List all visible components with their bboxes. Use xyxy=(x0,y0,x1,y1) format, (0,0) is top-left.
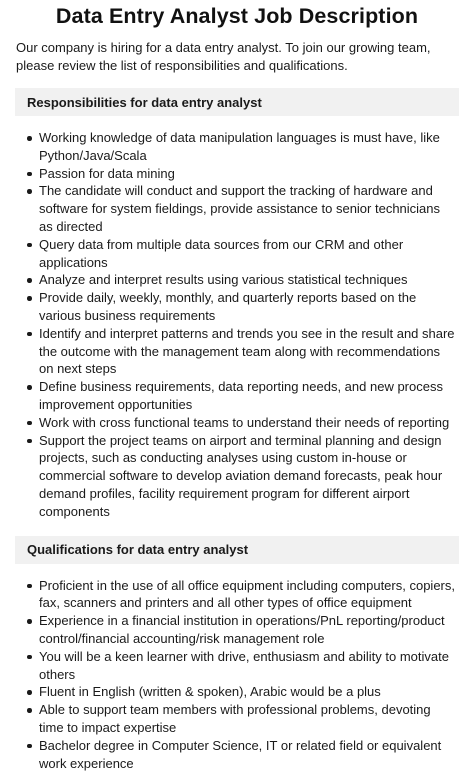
list-item: Provide daily, weekly, monthly, and quarterly reports based on the various business requirements xyxy=(15,289,459,325)
list-item: Bachelor degree in Computer Science, IT or related field or equivalent work experience xyxy=(15,737,459,772)
list-item: Fluent in English (written & spoken), Arabic would be a plus xyxy=(15,683,459,701)
list-item: The candidate will conduct and support the tracking of hardware and software for system fieldings, provide assistance to senior technicians as directed xyxy=(15,182,459,235)
list-item: Working knowledge of data manipulation languages is must have, like Python/Java/Scala xyxy=(15,129,459,165)
list-item: Query data from multiple data sources from our CRM and other applications xyxy=(15,236,459,272)
qualifications-list xyxy=(15,577,459,772)
list-item: You will be a keen learner with drive, enthusiasm and ability to motivate others xyxy=(15,648,459,684)
responsibilities-heading: Responsibilities for data entry analyst xyxy=(15,88,459,116)
qualifications-heading: Qualifications for data entry analyst xyxy=(15,536,459,564)
list-item: Work with cross functional teams to understand their needs of reporting xyxy=(15,414,459,432)
intro-paragraph: Our company is hiring for a data entry analyst. To join our growing team, please review the list of responsibilities and qualifications. xyxy=(16,40,431,73)
page-title: Data Entry Analyst Job Description xyxy=(55,4,419,28)
responsibilities-list xyxy=(15,129,459,521)
list-item: Support the project teams on airport and terminal planning and design projects, such as conducting analyses using custom in-house or commercial software to develop aviation demand forecasts, peak hour demand profiles, facility requirement program for different airport components xyxy=(15,432,459,521)
list-item: Identify and interpret patterns and trends you see in the result and share the outcome with the management team along with recommendations on next steps xyxy=(15,325,459,378)
list-item: Passion for data mining xyxy=(15,165,459,183)
list-item: Able to support team members with professional problems, devoting time to impact expertise xyxy=(15,701,459,737)
list-item: Define business requirements, data reporting needs, and new process improvement opportunities xyxy=(15,378,459,414)
list-item: Analyze and interpret results using various statistical techniques xyxy=(15,271,459,289)
list-item: Proficient in the use of all office equipment including computers, copiers, fax, scanners and printers and all other types of office equipment xyxy=(15,577,459,613)
list-item: Experience in a financial institution in operations/PnL reporting/product control/financial accounting/risk management role xyxy=(15,612,459,648)
